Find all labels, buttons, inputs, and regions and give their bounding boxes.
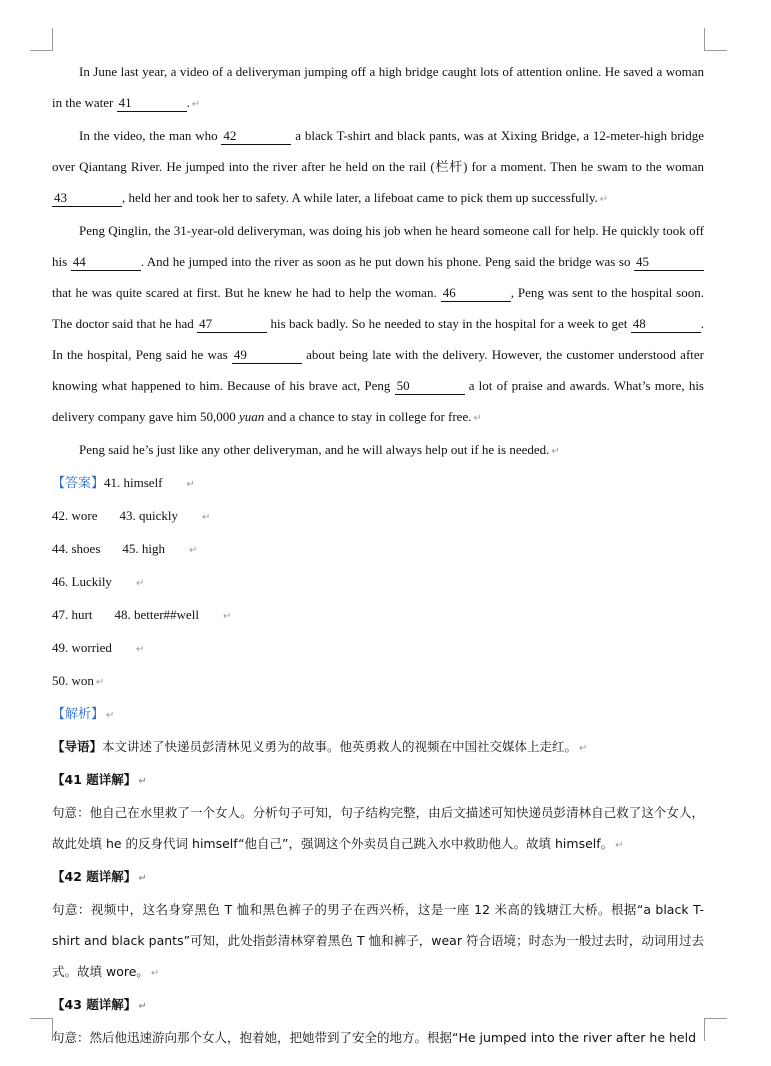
passage-paragraph-4: Peng said he’s just like any other deliveryman, and he will always help out if he is needed. ↵ <box>79 442 560 457</box>
blank-41: 41 <box>117 95 187 112</box>
paragraph-mark-icon: ↵ <box>615 840 624 851</box>
blank-49: 49 <box>232 347 302 364</box>
paragraph-mark-icon: ↵ <box>579 743 588 754</box>
blank-48: 48 <box>631 316 701 333</box>
answer-row-7: 50. won ↵ <box>52 673 105 688</box>
paragraph-mark-icon: ↵ <box>135 578 145 589</box>
paragraph-mark-icon: ↵ <box>150 968 160 979</box>
answer-row-5: 47. hurt 48. better##well ↵ <box>52 607 232 622</box>
blank-43: 43 <box>52 190 122 207</box>
paragraph-mark-icon: ↵ <box>138 776 147 787</box>
q41-title: 【41 题详解】 ↵ <box>52 772 147 787</box>
blank-45: 45 <box>634 254 704 271</box>
q42-text: 句意：视频中，这名身穿黑色 T 恤和黑色裤子的男子在西兴桥，这是一座 12 米高的钱塘江大桥。根据“a black T-shirt and black pants”可知，此处指彭清林穿着黑色 T 恤和裤子，wear 符合语境；时态为一般过去时，动词用过去式。故填 wore。 ↵ <box>52 902 704 979</box>
corner-mark-bottom-right <box>704 1018 727 1041</box>
answer-row-6: 49. worried ↵ <box>52 640 145 655</box>
analysis-intro: 【导语】本文讲述了快递员彭清林见义勇为的故事。他英勇救人的视频在中国社交媒体上走红。 ↵ <box>52 739 588 754</box>
corner-mark-bottom-left <box>30 1018 53 1041</box>
answer-row-4: 46. Luckily ↵ <box>52 574 145 589</box>
answer-row-3: 44. shoes 45. high ↵ <box>52 541 198 556</box>
paragraph-mark-icon: ↵ <box>138 873 147 884</box>
answer-list <box>52 467 704 698</box>
paragraph-mark-icon: ↵ <box>222 611 232 622</box>
paragraph-mark-icon: ↵ <box>106 710 115 721</box>
paragraph-mark-icon: ↵ <box>599 194 609 205</box>
passage-paragraph-1: In June last year, a video of a deliveryman jumping off a high bridge caught lots of attention online. He saved a woman in the water 41 . ↵ <box>52 64 704 110</box>
blank-44: 44 <box>71 254 141 271</box>
q41-text: 句意：他自己在水里救了一个女人。分析句子可知，句子结构完整，由后文描述可知快递员彭清林自己救了这个女人，故此处填 he 的反身代词 himself“他自己”，强调这个外卖员自己跳入水中救助他人。故填 himself。 ↵ <box>52 805 704 851</box>
answer-row-1: 【答案】41. himself ↵ <box>52 475 195 491</box>
q43-text: 句意：然后他迅速游向那个女人，抱着她，把她带到了安全的地方。根据“He jumped into the river after he held <box>52 1030 697 1045</box>
analysis-section <box>52 698 704 1053</box>
answer-label: 【答案】 <box>52 476 105 491</box>
paragraph-mark-icon: ↵ <box>191 99 201 110</box>
document-body <box>52 56 704 1053</box>
blank-50: 50 <box>395 378 465 395</box>
analysis-label-row <box>52 698 704 731</box>
paragraph-mark-icon: ↵ <box>473 413 482 424</box>
answer-row-2: 42. wore 43. quickly ↵ <box>52 508 211 523</box>
corner-mark-top-right <box>704 28 727 51</box>
blank-47: 47 <box>197 316 267 333</box>
passage-paragraph-2: In the video, the man who 42 a black T-shirt and black pants, was at Xixing Bridge, a 12-meter-high bridge over Qiantang River. He jumped into the river after he held on the rail (栏杆) for a moment. Then he swam to the woman 43 , held her and took her to safety. A while later, a lifeboat came to pick them up successfully. ↵ <box>52 128 704 205</box>
paragraph-mark-icon: ↵ <box>551 446 560 457</box>
q42-title: 【42 题详解】 ↵ <box>52 869 147 884</box>
paragraph-mark-icon: ↵ <box>95 677 105 688</box>
blank-46: 46 <box>441 285 511 302</box>
paragraph-mark-icon: ↵ <box>138 1001 147 1012</box>
corner-mark-top-left <box>30 28 53 51</box>
paragraph-mark-icon: ↵ <box>189 545 198 556</box>
paragraph-mark-icon: ↵ <box>186 479 195 490</box>
paragraph-mark-icon: ↵ <box>135 644 145 655</box>
paragraph-mark-icon: ↵ <box>202 512 211 523</box>
blank-42: 42 <box>221 128 291 145</box>
q43-title: 【43 题详解】 ↵ <box>52 997 147 1012</box>
passage-paragraph-3: Peng Qinglin, the 31-year-old deliveryman, was doing his job when he heard someone call for help. He quickly took off his 44 . And he jumped into the river as soon as he put down his phone. Peng said the bridge was so 45 that he was quite scared at first. But he knew he had to help the woman. 46 , Peng was sent to the hospital soon. The doctor said that he had 47 his back badly. So he needed to stay in the hospital for a week to get 48 . In the hospital, Peng said he was 49 about being late with the delivery. However, the customer understood after knowing what happened to him. Because of his brave act, Peng 50 a lot of praise and awards. What’s more, his delivery company gave him 50,000 yuan and a chance to stay in college for free. ↵ <box>52 223 704 424</box>
analysis-label: 【解析】 <box>52 707 105 722</box>
